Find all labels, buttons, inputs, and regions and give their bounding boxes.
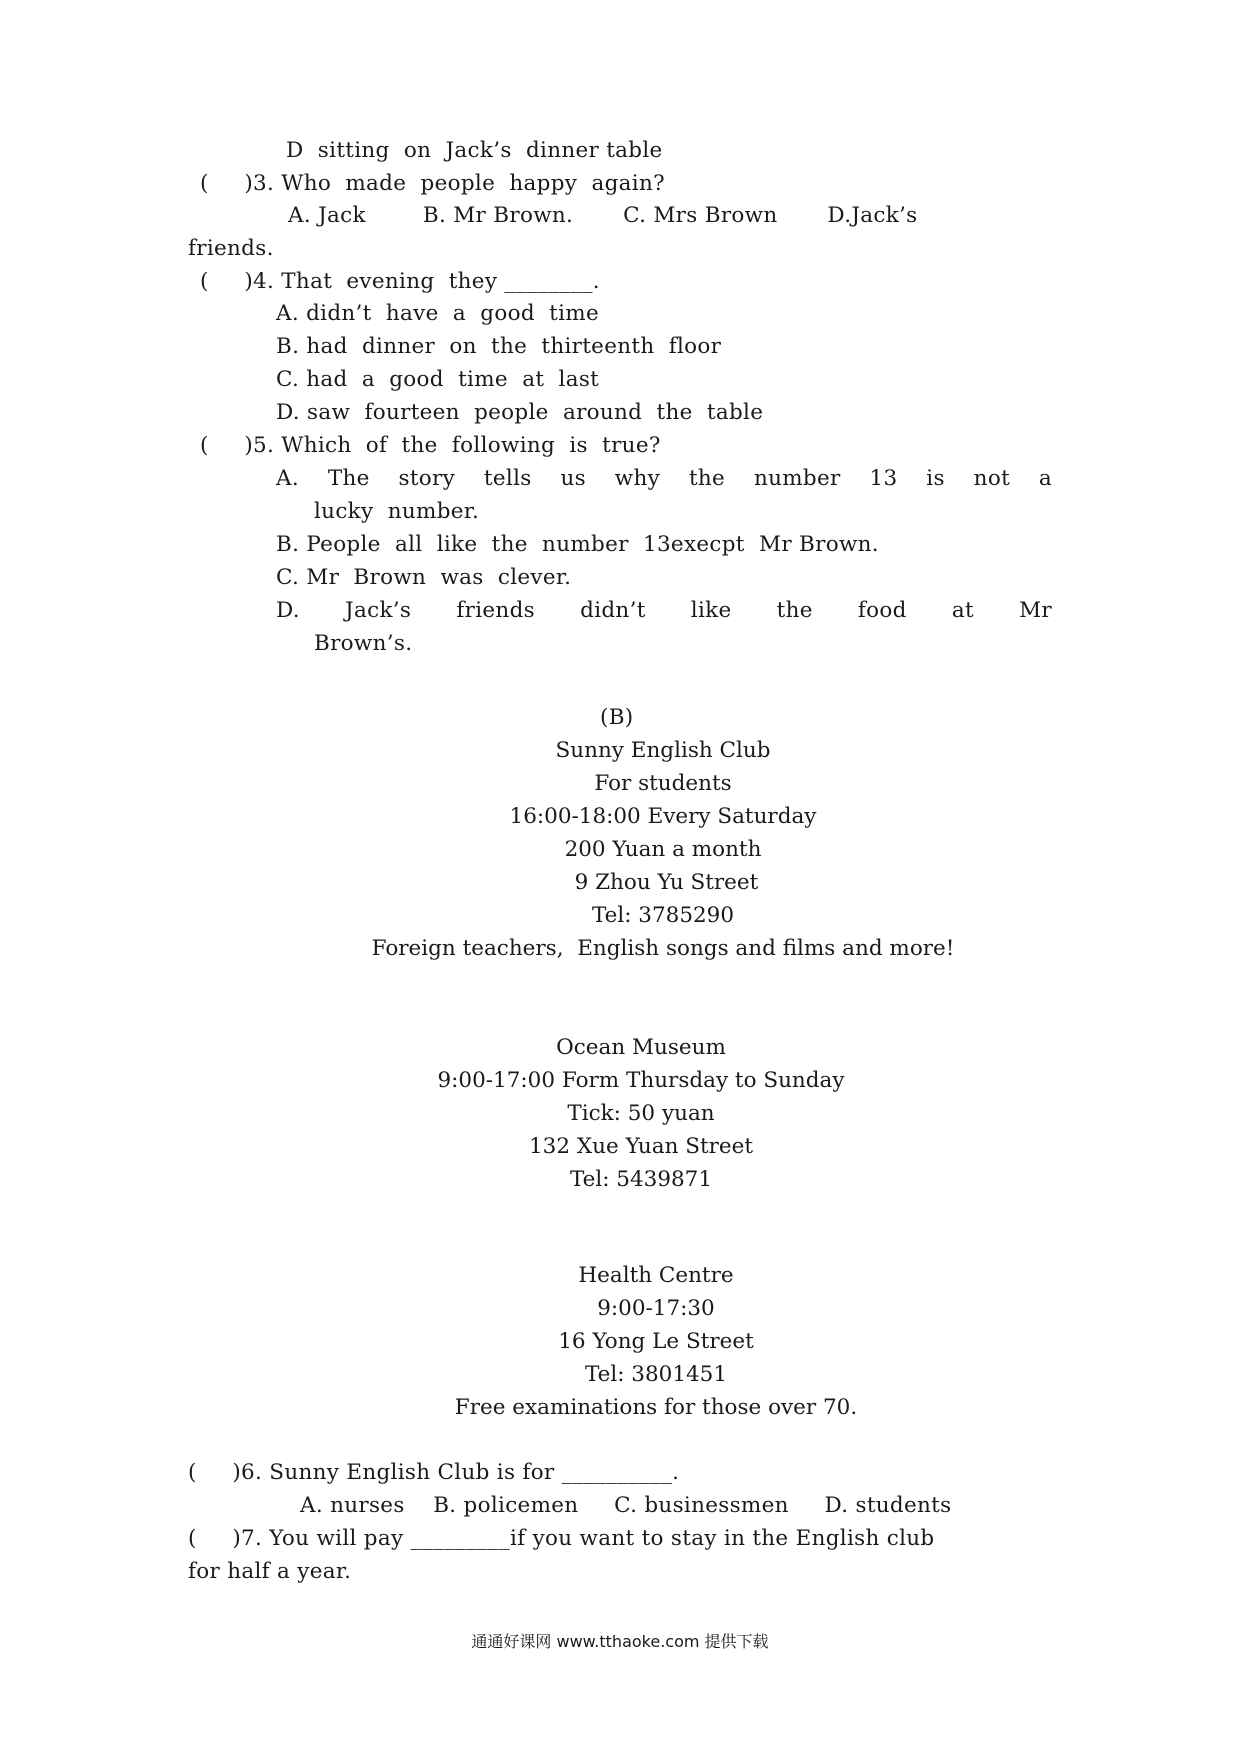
- club-time: 16:00-18:00 Every Saturday: [509, 804, 817, 829]
- club-price: 200 Yuan a month: [564, 837, 762, 862]
- q4-option-c: C. had a good time at last: [276, 367, 600, 392]
- q7-stem-line1: ( )7. You will pay _________if you want to stay in the English club: [188, 1526, 935, 1551]
- club-features: Foreign teachers, English songs and films and more!: [371, 936, 955, 961]
- q3-options: A. Jack B. Mr Brown. C. Mrs Brown D.Jack’s: [288, 203, 918, 228]
- club-audience: For students: [594, 771, 732, 796]
- health-hours: 9:00-17:30: [597, 1296, 715, 1321]
- museum-hours: 9:00-17:00 Form Thursday to Sunday: [437, 1068, 845, 1093]
- museum-ticket: Tick: 50 yuan: [567, 1101, 715, 1126]
- q4-option-b: B. had dinner on the thirteenth floor: [276, 334, 722, 359]
- q6-stem: ( )6. Sunny English Club is for __________.: [188, 1460, 680, 1485]
- club-name: Sunny English Club: [555, 738, 771, 763]
- q5-stem: ( )5. Which of the following is true?: [200, 433, 661, 458]
- health-name: Health Centre: [578, 1263, 734, 1288]
- q5-option-d-line2: Brown’s.: [314, 631, 413, 656]
- section-b-heading: (B): [600, 705, 634, 730]
- q5-option-a-line1: A. The story tells us why the number 13 is not a: [276, 466, 1052, 491]
- q3-stem: ( )3. Who made people happy again?: [200, 171, 665, 196]
- q5-option-b: B. People all like the number 13execpt Mr Brown.: [276, 532, 879, 557]
- q7-stem-line2: for half a year.: [188, 1559, 352, 1584]
- q4-option-a: A. didn’t have a good time: [276, 301, 599, 326]
- q5-option-a-line2: lucky number.: [314, 499, 480, 524]
- q4-option-d: D. saw fourteen people around the table: [276, 400, 764, 425]
- museum-address: 132 Xue Yuan Street: [529, 1134, 753, 1159]
- q5-option-c: C. Mr Brown was clever.: [276, 565, 572, 590]
- q2-option-d: D sitting on Jack’s dinner table: [286, 138, 663, 163]
- health-address: 16 Yong Le Street: [558, 1329, 754, 1354]
- health-tel: Tel: 3801451: [584, 1362, 728, 1387]
- museum-name: Ocean Museum: [556, 1035, 726, 1060]
- q5-option-d-line1: D. Jack’s friends didn’t like the food at Mr: [276, 598, 1052, 623]
- q4-stem: ( )4. That evening they ________.: [200, 269, 600, 294]
- museum-tel: Tel: 5439871: [569, 1167, 713, 1192]
- club-tel: Tel: 3785290: [591, 903, 735, 928]
- q3-options-cont: friends.: [188, 236, 274, 261]
- health-note: Free examinations for those over 70.: [454, 1395, 858, 1420]
- q6-options: A. nurses B. policemen C. businessmen D. students: [300, 1493, 952, 1518]
- page-footer: 通通好课网 www.tthaoke.com 提供下载: [471, 1632, 769, 1651]
- club-address: 9 Zhou Yu Street: [567, 870, 759, 895]
